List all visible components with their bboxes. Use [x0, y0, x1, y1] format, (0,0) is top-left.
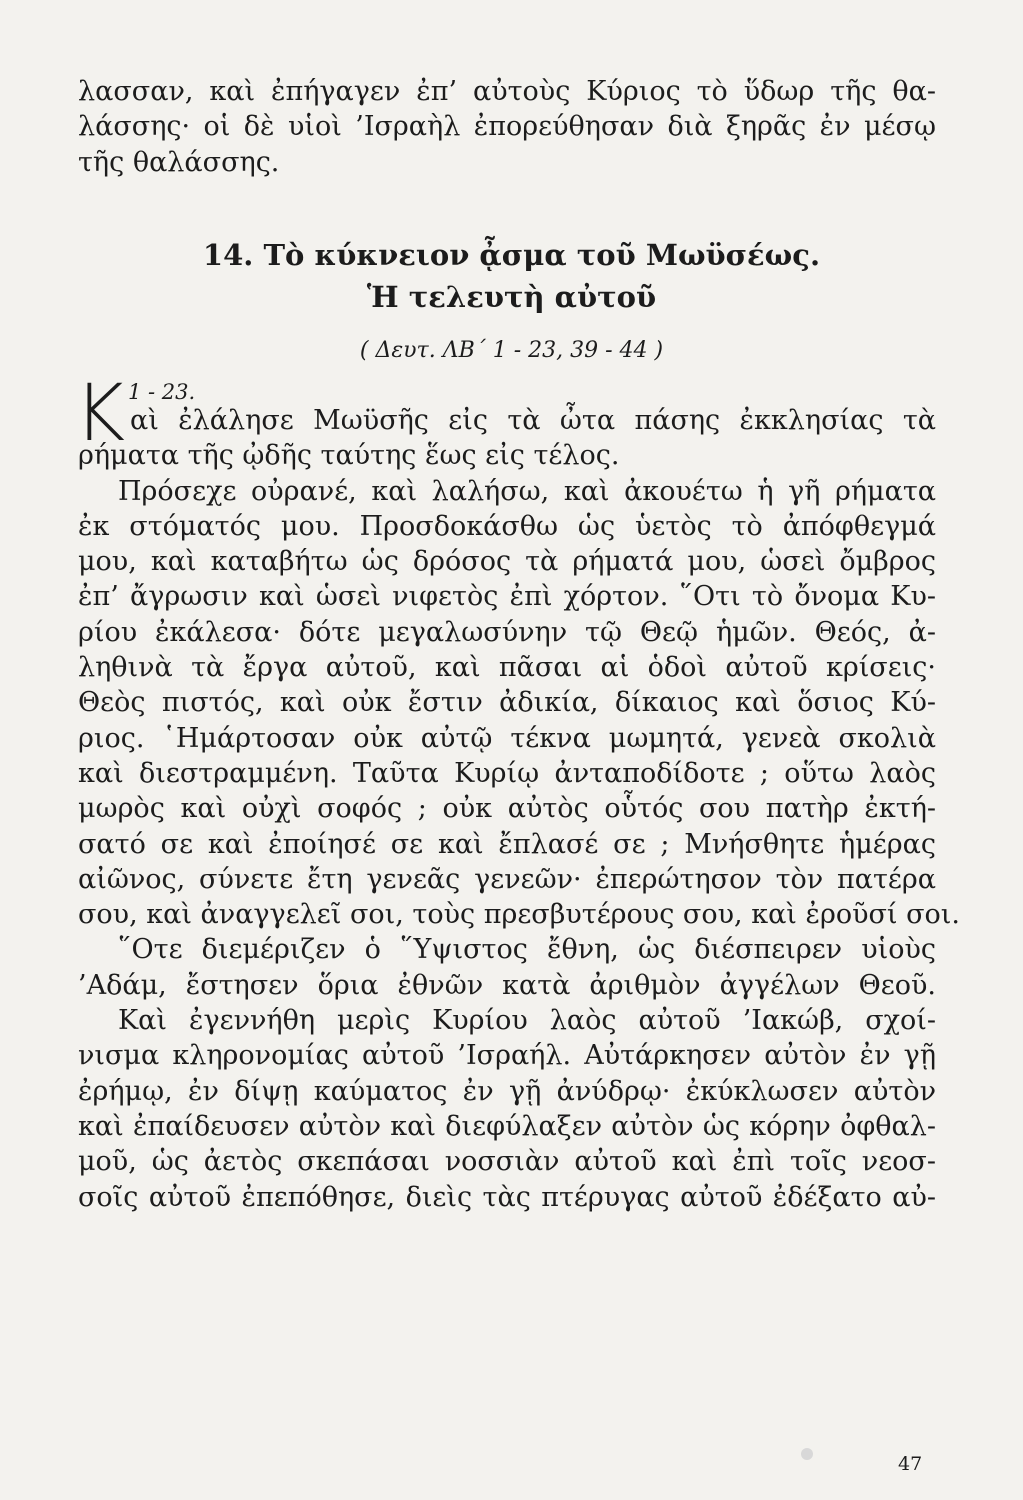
- body-line: νισμα κληρονομίας αὐτοῦ ’Ισραήλ. Αὐτάρκησεν αὐτὸν ἐν γῇ: [78, 1040, 936, 1072]
- paper-speck: [801, 1448, 813, 1460]
- body-line: Θεὸς πιστός, καὶ οὐκ ἔστιν ἀδικία, δίκαιος καὶ ὅσιος Κύ-: [78, 687, 936, 719]
- intro-line: τῆς θαλάσσης.: [78, 146, 280, 178]
- body-line: ’Αδάμ, ἔστησεν ὅρια ἐθνῶν κατὰ ἀριθμὸν ἀγγέλων Θεοῦ.: [78, 969, 936, 1001]
- body-line: ἐπ’ ἄγρωσιν καὶ ὡσεὶ νιφετὸς ἐπὶ χόρτον. ῞Οτι τὸ ὄνομα Κυ-: [78, 581, 936, 613]
- body-line: ριος. ῾Ημάρτοσαν οὐκ αὐτῷ τέκνα μωμητά, γενεὰ σκολιὰ: [78, 722, 936, 754]
- page-number: 47: [898, 1453, 923, 1475]
- body-line: σατό σε καὶ ἐποίησέ σε καὶ ἔπλασέ σε ; Μνήσθητε ἡμέρας: [78, 828, 936, 860]
- section-heading: 14. Τὸ κύκνειον ᾆσμα τοῦ Μωϋσέως.: [202, 238, 821, 272]
- body-line: σου, καὶ ἀναγγελεῖ σοι, τοὺς πρεσβυτέρους σου, καὶ ἐροῦσί σοι.: [78, 899, 960, 931]
- body-line: ρήματα τῆς ᾠδῆς ταύτης ἕως εἰς τέλος.: [78, 440, 620, 472]
- body-line: καὶ διεστραμμένη. Ταῦτα Κυρίῳ ἀνταποδίδοτε ; οὕτω λαὸς: [78, 757, 936, 789]
- body-line: Καὶ ἐγεννήθη μερὶς Κυρίου λαὸς αὐτοῦ ’Ιακώβ, σχοί-: [118, 1005, 936, 1037]
- body-line: ἐρήμῳ, ἐν δίψῃ καύματος ἐν γῇ ἀνύδρῳ· ἐκύκλωσεν αὐτὸν: [78, 1075, 936, 1107]
- body-line: μωρὸς καὶ οὐχὶ σοφός ; οὐκ αὐτὸς οὗτός σου πατὴρ ἐκτή-: [78, 793, 936, 825]
- body-line: ληθινὰ τὰ ἔργα αὐτοῦ, καὶ πᾶσαι αἱ ὁδοὶ αὐτοῦ κρίσεις·: [78, 652, 936, 684]
- scripture-reference: ( Δευτ. ΛΒ΄ 1 - 23, 39 - 44 ): [359, 338, 664, 363]
- body-line: αἰῶνος, σύνετε ἔτη γενεᾶς γενεῶν· ἐπερώτησον τὸν πατέρα: [78, 863, 936, 895]
- intro-line: λάσσης· οἱ δὲ υἱοὶ ’Ισραὴλ ἐπορεύθησαν διὰ ξηρᾶς ἐν μέσῳ: [78, 111, 936, 143]
- intro-paragraph: [78, 74, 936, 180]
- body-line: ἐκ στόματός μου. Προσδοκάσθω ὡς ὑετὸς τὸ ἀπόφθεγμά: [78, 510, 936, 542]
- section-subheading: Ἡ τελευτὴ αὐτοῦ: [366, 280, 657, 314]
- body-line: αὶ ἐλάλησε Μωϋσῆς εἰς τὰ ὦτα πάσης ἐκκλησίας τὰ: [130, 405, 936, 436]
- intro-line: λασσαν, καὶ ἐπήγαγεν ἐπ’ αὐτοὺς Κύριος τὸ ὕδωρ τῆς θα-: [78, 76, 936, 107]
- body-line: Πρόσεχε οὐρανέ, καὶ λαλήσω, καὶ ἀκουέτω ἡ γῆ ρήματα: [118, 475, 936, 507]
- body-line: μοῦ, ὡς ἀετὸς σκεπάσαι νοσσιὰν αὐτοῦ καὶ ἐπὶ τοῖς νεοσ-: [78, 1146, 936, 1178]
- body-line: ρίου ἐκάλεσα· δότε μεγαλωσύνην τῷ Θεῷ ἡμῶν. Θεός, ἀ-: [78, 616, 936, 648]
- verse-range: 1 - 23.: [128, 380, 196, 404]
- body-line: σοῖς αὐτοῦ ἐπεπόθησε, διεὶς τὰς πτέρυγας αὐτοῦ ἐδέξατο αὐ-: [78, 1181, 936, 1213]
- body-text: [78, 403, 960, 1215]
- body-line: ῞Οτε διεμέριζεν ὁ ῞Υψιστος ἔθνη, ὡς διέσπειρεν υἱοὺς: [118, 934, 936, 966]
- body-line: καὶ ἐπαίδευσεν αὐτὸν καὶ διεφύλαξεν αὐτὸν ὡς κόρην ὀφθαλ-: [78, 1110, 936, 1142]
- drop-cap: Κ: [74, 369, 126, 459]
- body-line: μου, καὶ καταβήτω ὡς δρόσος τὰ ρήματά μου, ὡσεὶ ὄμβρος: [78, 546, 936, 578]
